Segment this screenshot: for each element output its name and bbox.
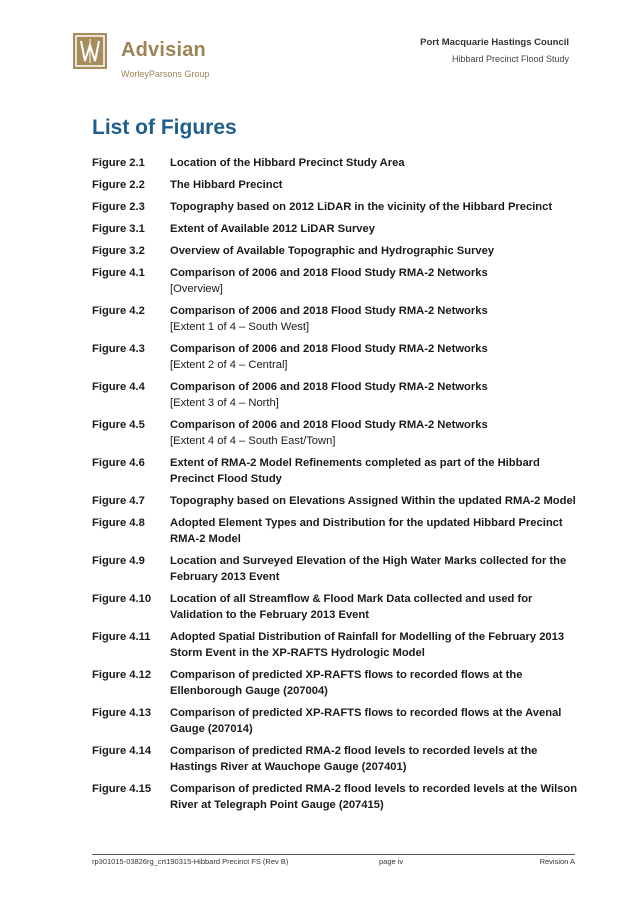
figure-number: Figure 4.11: [92, 631, 151, 643]
figure-title: Comparison of predicted XP-RAFTS flows to recorded flows at the Ellenborough Gauge (207004): [170, 669, 523, 697]
figure-number: Figure 4.4: [92, 381, 145, 393]
figure-list-item: [92, 303, 582, 335]
figure-number: Figure 2.3: [92, 201, 145, 213]
advisian-logo-mark: [73, 33, 107, 69]
figure-caption: [170, 303, 582, 335]
figure-title: The Hibbard Precinct: [170, 179, 283, 191]
figure-caption: [170, 265, 582, 297]
figure-title: Comparison of 2006 and 2018 Flood Study RMA-2 Networks: [170, 381, 488, 393]
figure-number: Figure 4.14: [92, 745, 152, 757]
figure-caption: [170, 781, 582, 813]
figure-caption: [170, 743, 582, 775]
figure-title: Location and Surveyed Elevation of the High Water Marks collected for the February 2013 Event: [170, 555, 567, 583]
page-title: List of Figures: [92, 116, 237, 139]
figure-number: Figure 4.7: [92, 495, 145, 507]
figure-number: Figure 4.12: [92, 669, 152, 681]
figure-caption: [170, 221, 582, 237]
figure-subtitle: [Extent 2 of 4 – Central]: [170, 359, 288, 371]
figure-list-item: [92, 177, 582, 193]
figure-list-item: [92, 379, 582, 411]
figure-title: Comparison of predicted RMA-2 flood levels to recorded levels at the Hastings River at Wauchope Gauge (207401): [170, 745, 538, 773]
figure-number: Figure 3.1: [92, 223, 145, 235]
figure-number: Figure 4.13: [92, 707, 152, 719]
figure-list-item: [92, 341, 582, 373]
figure-number: Figure 4.1: [92, 267, 145, 279]
figure-list: [92, 155, 582, 819]
figure-title: Comparison of predicted RMA-2 flood levels to recorded levels at the Wilson River at Telegraph Point Gauge (207415): [170, 783, 578, 811]
figure-caption: [170, 417, 582, 449]
figure-title: Topography based on 2012 LiDAR in the vicinity of the Hibbard Precinct: [170, 201, 553, 213]
figure-title: Location of the Hibbard Precinct Study Area: [170, 157, 405, 169]
figure-list-item: [92, 781, 582, 813]
figure-number: Figure 4.15: [92, 783, 152, 795]
figure-title: Extent of RMA-2 Model Refinements completed as part of the Hibbard Precinct Flood Study: [170, 457, 540, 485]
figure-number: Figure 4.10: [92, 593, 152, 605]
figure-title: Comparison of 2006 and 2018 Flood Study RMA-2 Networks: [170, 267, 488, 279]
figure-subtitle: [Overview]: [170, 283, 223, 295]
figure-title: Adopted Spatial Distribution of Rainfall for Modelling of the February 2013 Storm Event in the XP-RAFTS Hydrologic Model: [170, 631, 565, 659]
figure-list-item: [92, 553, 582, 585]
figure-list-item: [92, 155, 582, 171]
figure-list-item: [92, 705, 582, 737]
figure-subtitle: [Extent 1 of 4 – South West]: [170, 321, 310, 333]
figure-caption: [170, 493, 582, 509]
figure-list-item: [92, 493, 582, 509]
figure-list-item: [92, 243, 582, 259]
figure-number: Figure 2.2: [92, 179, 145, 191]
brand-name: Advisian: [121, 39, 206, 61]
figure-title: Comparison of 2006 and 2018 Flood Study RMA-2 Networks: [170, 419, 488, 431]
figure-list-item: [92, 667, 582, 699]
figure-caption: [170, 199, 582, 215]
figure-caption: [170, 379, 582, 411]
figure-caption: [170, 243, 582, 259]
figure-title: Location of all Streamflow & Flood Mark Data collected and used for Validation to the February 2013 Event: [170, 593, 533, 621]
figure-title: Adopted Element Types and Distribution for the updated Hibbard Precinct RMA-2 Model: [170, 517, 563, 545]
revision-label: Revision A: [539, 857, 575, 866]
figure-caption: [170, 177, 582, 193]
figure-caption: [170, 591, 582, 623]
figure-title: Comparison of 2006 and 2018 Flood Study RMA-2 Networks: [170, 343, 488, 355]
figure-list-item: [92, 265, 582, 297]
figure-list-item: [92, 515, 582, 547]
figure-title: Extent of Available 2012 LiDAR Survey: [170, 223, 375, 235]
client-name: Port Macquarie Hastings Council: [420, 37, 569, 48]
figure-title: Comparison of predicted XP-RAFTS flows to recorded flows at the Avenal Gauge (207014): [170, 707, 562, 735]
footer-divider: [92, 854, 575, 855]
figure-number: Figure 4.8: [92, 517, 145, 529]
figure-number: Figure 4.6: [92, 457, 145, 469]
figure-list-item: [92, 417, 582, 449]
figure-caption: [170, 341, 582, 373]
figure-subtitle: [Extent 3 of 4 – North]: [170, 397, 279, 409]
figure-caption: [170, 155, 582, 171]
brand-subtitle: WorleyParsons Group: [121, 69, 210, 79]
figure-title: Overview of Available Topographic and Hydrographic Survey: [170, 245, 495, 257]
figure-title: Comparison of 2006 and 2018 Flood Study RMA-2 Networks: [170, 305, 488, 317]
figure-list-item: [92, 629, 582, 661]
figure-number: Figure 2.1: [92, 157, 145, 169]
figure-list-item: [92, 455, 582, 487]
document-reference: rp301015-03826rg_crt190315-Hibbard Precinct FS (Rev B): [92, 857, 289, 866]
figure-number: Figure 4.9: [92, 555, 145, 567]
advisian-logo: [73, 33, 213, 83]
figure-caption: [170, 667, 582, 699]
figure-subtitle: [Extent 4 of 4 – South East/Town]: [170, 435, 336, 447]
figure-caption: [170, 553, 582, 585]
figure-caption: [170, 455, 582, 487]
figure-list-item: [92, 221, 582, 237]
figure-caption: [170, 705, 582, 737]
project-name: Hibbard Precinct Flood Study: [451, 54, 569, 64]
document-header: [420, 37, 569, 64]
figure-caption: [170, 629, 582, 661]
figure-list-item: [92, 743, 582, 775]
figure-number: Figure 4.2: [92, 305, 145, 317]
figure-list-item: [92, 199, 582, 215]
figure-list-item: [92, 591, 582, 623]
figure-number: Figure 4.5: [92, 419, 145, 431]
page-number: page iv: [379, 857, 404, 866]
figure-number: Figure 4.3: [92, 343, 145, 355]
figure-caption: [170, 515, 582, 547]
figure-number: Figure 3.2: [92, 245, 145, 257]
figure-title: Topography based on Elevations Assigned Within the updated RMA-2 Model: [170, 495, 576, 507]
